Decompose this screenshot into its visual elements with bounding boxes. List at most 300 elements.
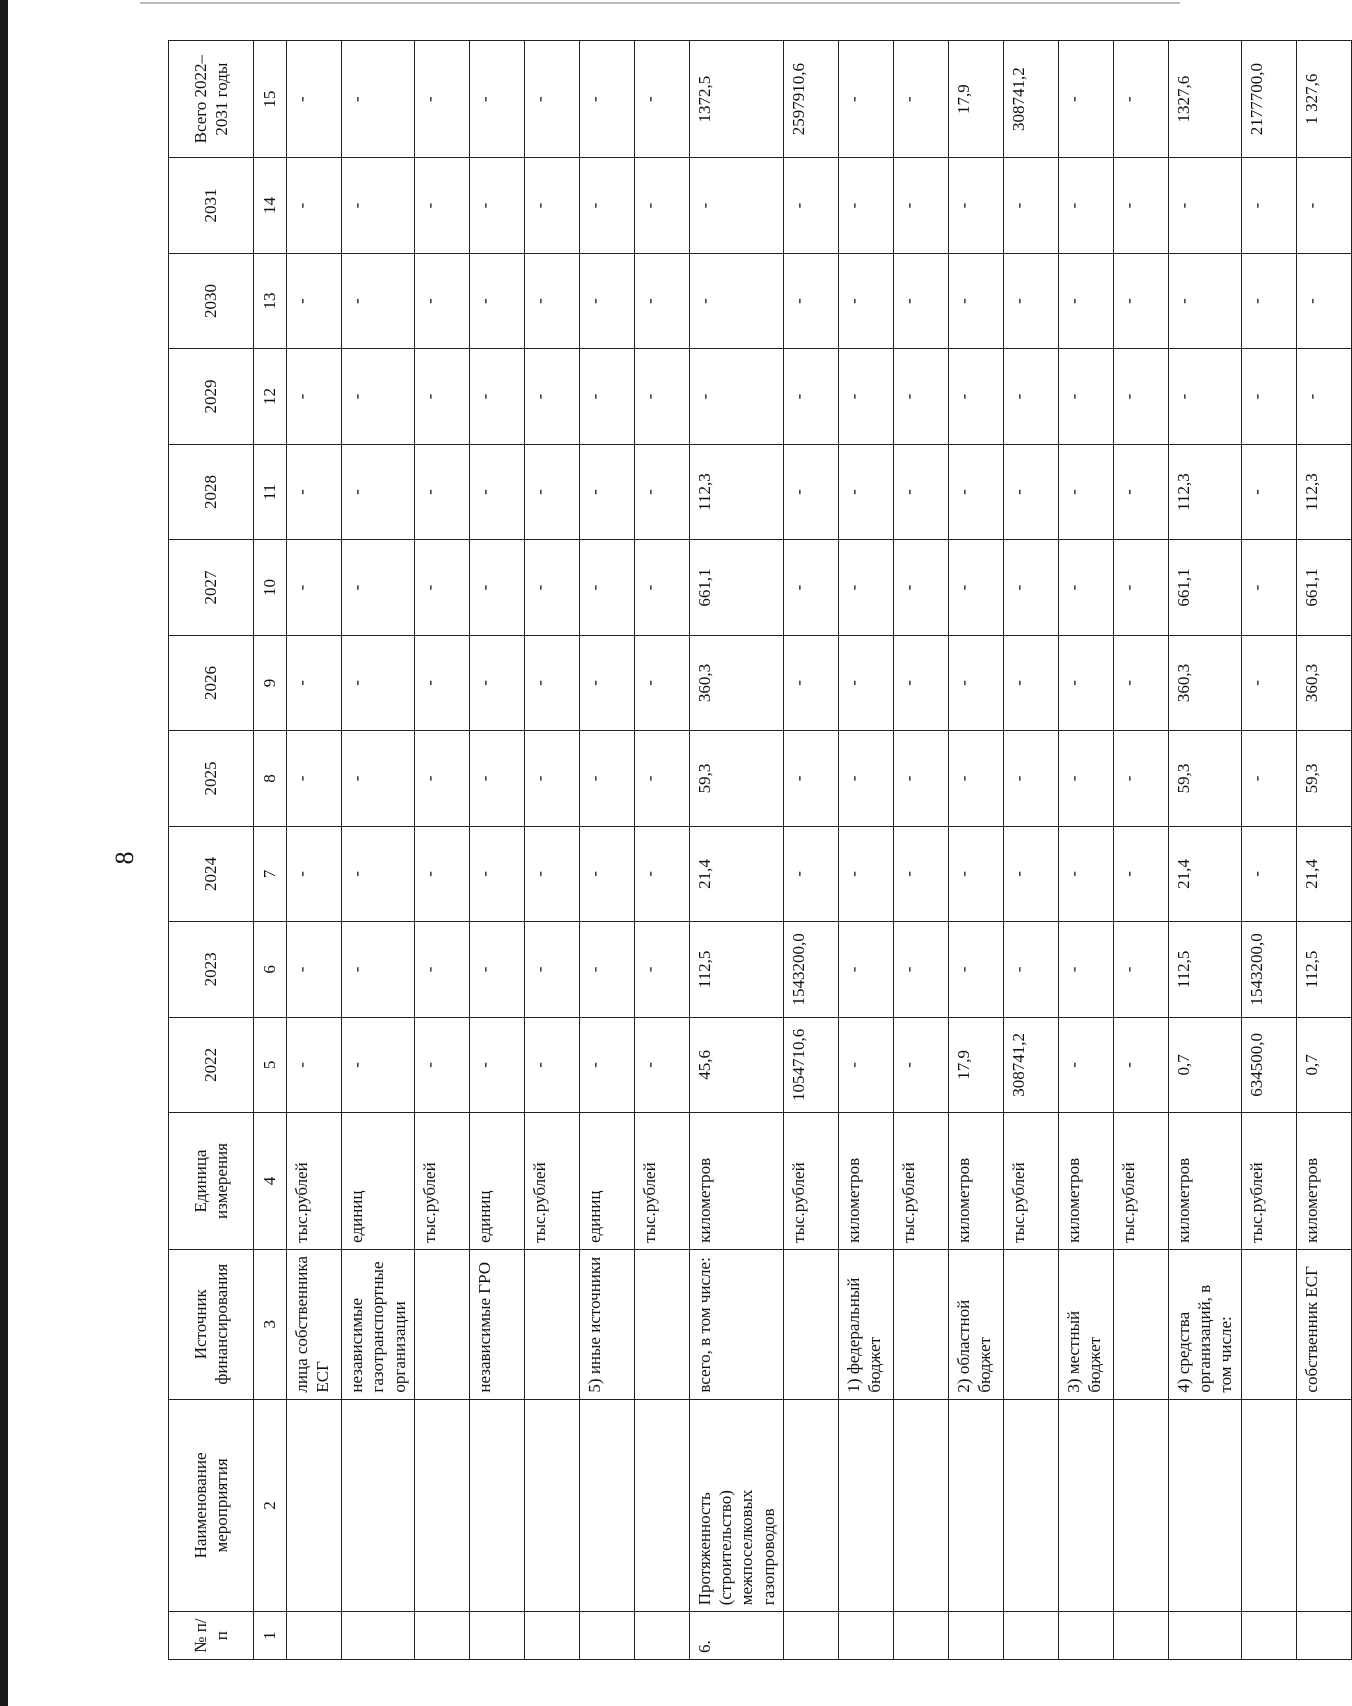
year-value-cell: 360,3	[1168, 635, 1241, 730]
year-value-cell: -	[579, 158, 634, 253]
row-number-cell	[1113, 1612, 1168, 1660]
year-value-cell: -	[524, 158, 579, 253]
column-number: 2	[254, 1399, 287, 1612]
year-value-cell: 360,3	[689, 635, 783, 730]
funding-source-cell: всего, в том числе:	[689, 1249, 783, 1399]
year-value-cell: -	[1241, 349, 1296, 444]
year-value-cell: -	[634, 253, 689, 348]
year-value-cell: -	[524, 731, 579, 826]
year-value-cell: -	[634, 158, 689, 253]
year-value-cell: -	[838, 253, 893, 348]
table-body	[287, 41, 1352, 1660]
row-number-cell	[524, 1612, 579, 1660]
total-value-cell: -	[342, 41, 415, 158]
year-value-cell: -	[524, 444, 579, 539]
financing-table	[168, 40, 1352, 1660]
unit-cell: тыс.рублей	[783, 1113, 838, 1250]
year-value-cell: -	[1296, 253, 1351, 348]
header-number: № п/п	[169, 1612, 254, 1660]
unit-cell: тыс.рублей	[634, 1113, 689, 1250]
funding-source-cell	[1003, 1249, 1058, 1399]
total-value-cell: -	[634, 41, 689, 158]
year-value-cell: -	[783, 826, 838, 921]
page-number: 8	[110, 851, 139, 865]
year-value-cell: -	[469, 635, 524, 730]
year-value-cell: -	[838, 731, 893, 826]
table-row	[1241, 41, 1296, 1660]
year-value-cell: -	[1241, 635, 1296, 730]
row-number-cell	[838, 1612, 893, 1660]
year-value-cell: 634500,0	[1241, 1017, 1296, 1112]
year-value-cell: -	[342, 253, 415, 348]
year-value-cell: 21,4	[1168, 826, 1241, 921]
year-value-cell: 1543200,0	[783, 922, 838, 1017]
row-number-cell	[1296, 1612, 1351, 1660]
total-value-cell: 308741,2	[1003, 41, 1058, 158]
header-year: 2024	[169, 826, 254, 921]
funding-source-cell: независимые газотранспортные организации	[342, 1249, 415, 1399]
year-value-cell: -	[579, 253, 634, 348]
year-value-cell: -	[838, 158, 893, 253]
column-number: 8	[254, 731, 287, 826]
column-number: 13	[254, 253, 287, 348]
table-row	[579, 41, 634, 1660]
year-value-cell: -	[893, 1017, 948, 1112]
event-name-cell	[287, 1399, 342, 1612]
row-number-cell	[1003, 1612, 1058, 1660]
year-value-cell: -	[1003, 253, 1058, 348]
year-value-cell: -	[287, 731, 342, 826]
total-value-cell: -	[893, 41, 948, 158]
year-value-cell: -	[287, 253, 342, 348]
event-name-cell	[893, 1399, 948, 1612]
year-value-cell: 45,6	[689, 1017, 783, 1112]
row-number-cell	[342, 1612, 415, 1660]
year-value-cell: -	[948, 922, 1003, 1017]
total-value-cell: -	[1113, 41, 1168, 158]
table-header-row	[169, 41, 254, 1660]
year-value-cell: -	[524, 253, 579, 348]
column-number: 4	[254, 1113, 287, 1250]
year-value-cell: -	[838, 540, 893, 635]
unit-cell: тыс.рублей	[287, 1113, 342, 1250]
header-year: 2025	[169, 731, 254, 826]
total-value-cell: 1327,6	[1168, 41, 1241, 158]
header-year: 2029	[169, 349, 254, 444]
year-value-cell: -	[1113, 253, 1168, 348]
year-value-cell: -	[893, 635, 948, 730]
year-value-cell: -	[287, 444, 342, 539]
table-row	[414, 41, 469, 1660]
year-value-cell: -	[1058, 922, 1113, 1017]
funding-source-cell	[783, 1249, 838, 1399]
year-value-cell: -	[1168, 253, 1241, 348]
year-value-cell: -	[414, 922, 469, 1017]
year-value-cell: -	[1003, 444, 1058, 539]
year-value-cell: -	[838, 349, 893, 444]
year-value-cell: 661,1	[689, 540, 783, 635]
header-year: 2031	[169, 158, 254, 253]
year-value-cell: -	[948, 826, 1003, 921]
funding-source-cell	[634, 1249, 689, 1399]
year-value-cell: -	[414, 540, 469, 635]
year-value-cell: -	[469, 253, 524, 348]
year-value-cell: -	[1241, 826, 1296, 921]
year-value-cell: -	[579, 922, 634, 1017]
table-row	[524, 41, 579, 1660]
year-value-cell: 308741,2	[1003, 1017, 1058, 1112]
year-value-cell: -	[893, 540, 948, 635]
event-name-cell	[1113, 1399, 1168, 1612]
year-value-cell: -	[469, 349, 524, 444]
year-value-cell: 0,7	[1296, 1017, 1351, 1112]
year-value-cell: -	[1241, 444, 1296, 539]
table-row	[1003, 41, 1058, 1660]
event-name-cell	[1168, 1399, 1241, 1612]
year-value-cell: -	[634, 349, 689, 444]
year-value-cell: -	[414, 349, 469, 444]
year-value-cell: -	[838, 444, 893, 539]
year-value-cell: -	[783, 349, 838, 444]
year-value-cell: -	[893, 444, 948, 539]
year-value-cell: -	[893, 922, 948, 1017]
year-value-cell: -	[783, 253, 838, 348]
funding-source-cell	[1241, 1249, 1296, 1399]
year-value-cell: 1054710,6	[783, 1017, 838, 1112]
year-value-cell: -	[1113, 444, 1168, 539]
year-value-cell: -	[579, 731, 634, 826]
header-year: 2027	[169, 540, 254, 635]
year-value-cell: 21,4	[1296, 826, 1351, 921]
year-value-cell: -	[469, 922, 524, 1017]
year-value-cell: 661,1	[1296, 540, 1351, 635]
year-value-cell: -	[1058, 635, 1113, 730]
unit-cell: километров	[948, 1113, 1003, 1250]
year-value-cell: -	[524, 826, 579, 921]
year-value-cell: -	[634, 540, 689, 635]
year-value-cell: -	[287, 922, 342, 1017]
column-number: 3	[254, 1249, 287, 1399]
header-name: Наименование мероприятия	[169, 1399, 254, 1612]
row-number-cell	[1058, 1612, 1113, 1660]
funding-source-cell: 4) средства организаций, в том числе:	[1168, 1249, 1241, 1399]
event-name-cell: Протяженность (строительство) межпоселковых газопроводов	[689, 1399, 783, 1612]
year-value-cell: -	[579, 826, 634, 921]
year-value-cell: -	[783, 635, 838, 730]
year-value-cell: -	[1058, 826, 1113, 921]
year-value-cell: -	[783, 158, 838, 253]
header-year: 2022	[169, 1017, 254, 1112]
funding-source-cell: 2) областной бюджет	[948, 1249, 1003, 1399]
year-value-cell: -	[893, 253, 948, 348]
year-value-cell: -	[342, 158, 415, 253]
year-value-cell: -	[689, 253, 783, 348]
year-value-cell: -	[948, 253, 1003, 348]
event-name-cell	[524, 1399, 579, 1612]
year-value-cell: 21,4	[689, 826, 783, 921]
column-number: 14	[254, 158, 287, 253]
year-value-cell: -	[893, 826, 948, 921]
total-value-cell: 17,9	[948, 41, 1003, 158]
unit-cell: километров	[689, 1113, 783, 1250]
year-value-cell: -	[634, 922, 689, 1017]
year-value-cell: -	[783, 444, 838, 539]
total-value-cell: 2177700,0	[1241, 41, 1296, 158]
event-name-cell	[1241, 1399, 1296, 1612]
event-name-cell	[838, 1399, 893, 1612]
year-value-cell: 112,5	[1296, 922, 1351, 1017]
year-value-cell: -	[414, 444, 469, 539]
year-value-cell: -	[1113, 635, 1168, 730]
year-value-cell: -	[1168, 158, 1241, 253]
year-value-cell: -	[783, 540, 838, 635]
year-value-cell: -	[1003, 922, 1058, 1017]
year-value-cell: -	[838, 1017, 893, 1112]
year-value-cell: -	[1058, 253, 1113, 348]
year-value-cell: 1543200,0	[1241, 922, 1296, 1017]
year-value-cell: 112,3	[1296, 444, 1351, 539]
column-number: 6	[254, 922, 287, 1017]
event-name-cell	[783, 1399, 838, 1612]
year-value-cell: -	[1003, 349, 1058, 444]
row-number-cell	[948, 1612, 1003, 1660]
year-value-cell: -	[1113, 540, 1168, 635]
unit-cell: километров	[838, 1113, 893, 1250]
year-value-cell: -	[1113, 349, 1168, 444]
year-value-cell: -	[524, 540, 579, 635]
year-value-cell: -	[579, 1017, 634, 1112]
year-value-cell: -	[579, 349, 634, 444]
year-value-cell: 112,5	[1168, 922, 1241, 1017]
year-value-cell: 112,3	[1168, 444, 1241, 539]
event-name-cell	[1003, 1399, 1058, 1612]
year-value-cell: -	[948, 635, 1003, 730]
year-value-cell: -	[469, 444, 524, 539]
table-row	[1058, 41, 1113, 1660]
row-number-cell	[287, 1612, 342, 1660]
year-value-cell: 661,1	[1168, 540, 1241, 635]
year-value-cell: -	[342, 922, 415, 1017]
year-value-cell: -	[1168, 349, 1241, 444]
column-number: 5	[254, 1017, 287, 1112]
total-value-cell: -	[414, 41, 469, 158]
year-value-cell: -	[414, 731, 469, 826]
year-value-cell: -	[1113, 826, 1168, 921]
year-value-cell: -	[1003, 826, 1058, 921]
year-value-cell: -	[414, 826, 469, 921]
unit-cell: километров	[1168, 1113, 1241, 1250]
unit-cell: единиц	[579, 1113, 634, 1250]
year-value-cell: -	[1058, 1017, 1113, 1112]
funding-source-cell: собственник ЕСГ	[1296, 1249, 1351, 1399]
table-row	[287, 41, 342, 1660]
unit-cell: тыс.рублей	[1003, 1113, 1058, 1250]
row-number-cell	[1241, 1612, 1296, 1660]
year-value-cell: -	[893, 731, 948, 826]
year-value-cell: -	[783, 731, 838, 826]
year-value-cell: -	[579, 444, 634, 539]
funding-source-cell: лица собственника ЕСГ	[287, 1249, 342, 1399]
total-value-cell: 1372,5	[689, 41, 783, 158]
year-value-cell: -	[342, 540, 415, 635]
year-value-cell: -	[287, 635, 342, 730]
year-value-cell: -	[287, 540, 342, 635]
column-number: 7	[254, 826, 287, 921]
unit-cell: километров	[1058, 1113, 1113, 1250]
year-value-cell: -	[414, 158, 469, 253]
unit-cell: единиц	[469, 1113, 524, 1250]
year-value-cell: -	[1058, 540, 1113, 635]
year-value-cell: -	[469, 540, 524, 635]
year-value-cell: -	[287, 158, 342, 253]
year-value-cell: -	[287, 1017, 342, 1112]
year-value-cell: -	[948, 444, 1003, 539]
event-name-cell	[634, 1399, 689, 1612]
table-row	[469, 41, 524, 1660]
year-value-cell: -	[342, 349, 415, 444]
year-value-cell: -	[287, 349, 342, 444]
total-value-cell: -	[287, 41, 342, 158]
year-value-cell: -	[342, 444, 415, 539]
event-name-cell	[414, 1399, 469, 1612]
row-number-cell	[783, 1612, 838, 1660]
header-year: 2023	[169, 922, 254, 1017]
year-value-cell: -	[1113, 922, 1168, 1017]
header-unit: Единица измерения	[169, 1113, 254, 1250]
year-value-cell: -	[1113, 731, 1168, 826]
year-value-cell: -	[689, 158, 783, 253]
event-name-cell	[579, 1399, 634, 1612]
year-value-cell: -	[893, 349, 948, 444]
year-value-cell: 59,3	[1296, 731, 1351, 826]
column-number: 10	[254, 540, 287, 635]
table-row	[893, 41, 948, 1660]
scan-edge	[0, 0, 8, 1706]
year-value-cell: -	[414, 253, 469, 348]
year-value-cell: -	[287, 826, 342, 921]
year-value-cell: -	[524, 922, 579, 1017]
funding-source-cell: независимые ГРО	[469, 1249, 524, 1399]
year-value-cell: 17,9	[948, 1017, 1003, 1112]
header-year: 2026	[169, 635, 254, 730]
event-name-cell	[1058, 1399, 1113, 1612]
total-value-cell: -	[524, 41, 579, 158]
header-source: Источник финансирования	[169, 1249, 254, 1399]
year-value-cell: -	[342, 826, 415, 921]
unit-cell: тыс.рублей	[524, 1113, 579, 1250]
table-row	[342, 41, 415, 1660]
event-name-cell	[469, 1399, 524, 1612]
funding-source-cell: 1) федеральный бюджет	[838, 1249, 893, 1399]
year-value-cell: -	[1058, 444, 1113, 539]
row-number-cell	[414, 1612, 469, 1660]
column-number: 9	[254, 635, 287, 730]
year-value-cell: 59,3	[689, 731, 783, 826]
event-name-cell	[948, 1399, 1003, 1612]
funding-source-cell: 3) местный бюджет	[1058, 1249, 1113, 1399]
event-name-cell	[342, 1399, 415, 1612]
year-value-cell: -	[1003, 540, 1058, 635]
year-value-cell: 112,5	[689, 922, 783, 1017]
year-value-cell: -	[634, 444, 689, 539]
year-value-cell: -	[342, 635, 415, 730]
year-value-cell: -	[342, 1017, 415, 1112]
year-value-cell: -	[1241, 540, 1296, 635]
total-value-cell: 2597910,6	[783, 41, 838, 158]
table-row	[1296, 41, 1351, 1660]
year-value-cell: -	[469, 1017, 524, 1112]
row-number-cell	[1168, 1612, 1241, 1660]
year-value-cell: -	[1058, 158, 1113, 253]
year-value-cell: -	[1003, 158, 1058, 253]
unit-cell: единиц	[342, 1113, 415, 1250]
year-value-cell: -	[1241, 158, 1296, 253]
column-number-row	[254, 41, 287, 1660]
row-number-cell	[893, 1612, 948, 1660]
year-value-cell: -	[579, 540, 634, 635]
year-value-cell: -	[524, 635, 579, 730]
unit-cell: тыс.рублей	[893, 1113, 948, 1250]
unit-cell: тыс.рублей	[414, 1113, 469, 1250]
header-year: 2030	[169, 253, 254, 348]
column-number: 1	[254, 1612, 287, 1660]
column-number: 15	[254, 41, 287, 158]
year-value-cell: 0,7	[1168, 1017, 1241, 1112]
year-value-cell: -	[1113, 1017, 1168, 1112]
total-value-cell: -	[579, 41, 634, 158]
year-value-cell: -	[469, 826, 524, 921]
event-name-cell	[1296, 1399, 1351, 1612]
year-value-cell: -	[469, 731, 524, 826]
year-value-cell: -	[948, 158, 1003, 253]
table-row	[948, 41, 1003, 1660]
column-number: 11	[254, 444, 287, 539]
year-value-cell: -	[1058, 731, 1113, 826]
year-value-cell: -	[634, 1017, 689, 1112]
year-value-cell: -	[634, 826, 689, 921]
total-value-cell: -	[469, 41, 524, 158]
year-value-cell: -	[838, 922, 893, 1017]
year-value-cell: -	[1241, 731, 1296, 826]
year-value-cell: -	[1241, 253, 1296, 348]
funding-source-cell	[1113, 1249, 1168, 1399]
year-value-cell: -	[469, 158, 524, 253]
unit-cell: тыс.рублей	[1241, 1113, 1296, 1250]
year-value-cell: 59,3	[1168, 731, 1241, 826]
table-row	[838, 41, 893, 1660]
year-value-cell: -	[1296, 158, 1351, 253]
table-row	[1113, 41, 1168, 1660]
year-value-cell: -	[579, 635, 634, 730]
table-row	[783, 41, 838, 1660]
total-value-cell: -	[838, 41, 893, 158]
year-value-cell: -	[524, 349, 579, 444]
row-number-cell: 6.	[689, 1612, 783, 1660]
year-value-cell: -	[1003, 731, 1058, 826]
total-value-cell: 1 327,6	[1296, 41, 1351, 158]
table-row	[1168, 41, 1241, 1660]
rotated-page	[168, 40, 1321, 1660]
year-value-cell: -	[1113, 158, 1168, 253]
header-total: Всего 2022–2031 годы	[169, 41, 254, 158]
table-row	[634, 41, 689, 1660]
header-year: 2028	[169, 444, 254, 539]
unit-cell: километров	[1296, 1113, 1351, 1250]
year-value-cell: -	[634, 635, 689, 730]
funding-source-cell	[524, 1249, 579, 1399]
year-value-cell: -	[414, 635, 469, 730]
row-number-cell	[469, 1612, 524, 1660]
